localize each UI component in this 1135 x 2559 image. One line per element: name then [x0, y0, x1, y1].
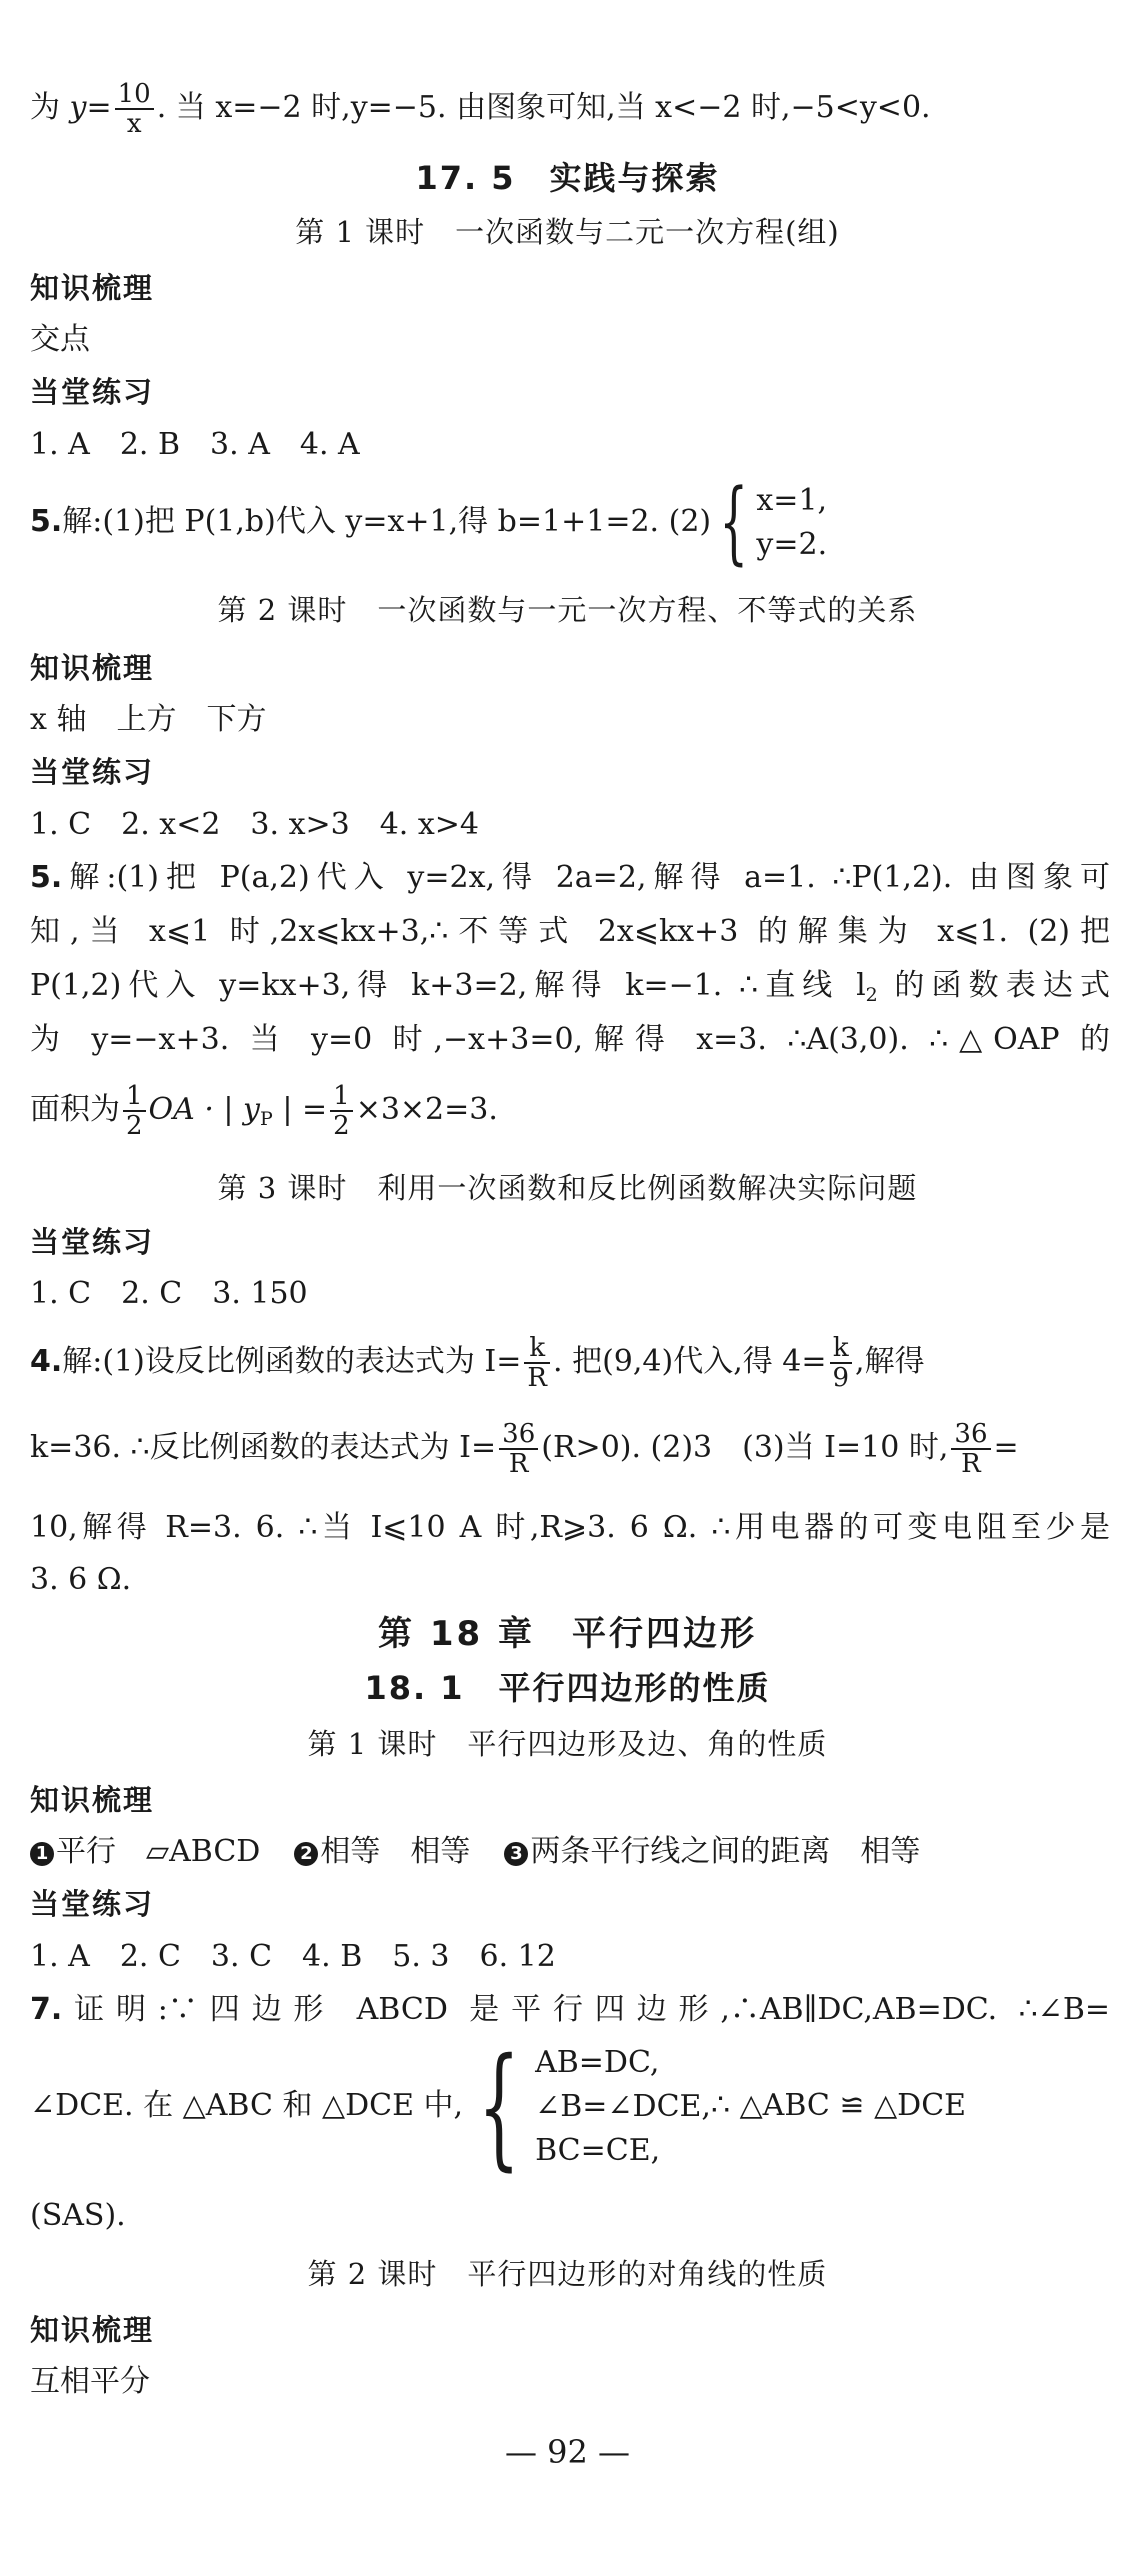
fraction-k-over-r: $\frac{k}{R}$	[524, 1334, 550, 1392]
congruence-conditions: { AB=DC, ∠B=∠DCE, BC=CE,	[478, 2030, 711, 2184]
question-5-line: 为 y=−x+3. 当 y=0 时,−x+3=0,解得 x=3. ∴A(3,0). ∴△OAP 的	[30, 1022, 1110, 1057]
question-5: 5.解:(1)把 P(1,b)代入 y=x+1,得 b=1+1=2. (2) { x=1, y=2.	[30, 470, 828, 575]
practice-answers: 1. C 2. C 3. 150	[30, 1276, 308, 1311]
practice-answers: 1. C 2. x<2 3. x>3 4. x>4	[30, 807, 480, 842]
lesson-title: 第 1 课时 一次函数与二元一次方程(组)	[295, 215, 840, 249]
question-5-line: 面积为 $\frac{1}{2}$ OA · | $y_P$ | = $\frac{1}{2}$ ×3×2=3.	[30, 1081, 498, 1141]
question-5-line: 知,当 x⩽1 时,2x⩽kx+3,∴不等式 2x⩽kx+3 的解集为 x⩽1. (2)把	[30, 914, 1110, 949]
question-4-line: k=36. ∴反比例函数的表达式为 I= $\frac{36}{R}$ (R>0). (2)3 (3)当 I=10 时, $\frac{36}{R}$ =	[30, 1419, 1019, 1479]
chapter-title: 第 18 章 平行四边形	[378, 1614, 757, 1654]
question-4-line: 10,解得 R=3. 6. ∴当 I⩽10 A 时,R⩾3. 6 Ω. ∴用电器的可变电阻至少是	[30, 1510, 1110, 1545]
knowledge-heading: 知识梳理	[30, 2313, 155, 2347]
lesson-title: 第 2 课时 平行四边形的对角线的性质	[307, 2257, 828, 2291]
fraction-36-over-r: $\frac{36}{R}$	[499, 1420, 538, 1478]
practice-answers: 1. A 2. B 3. A 4. A	[30, 427, 360, 462]
question-4-line: 4.解:(1)设反比例函数的表达式为 I= $\frac{k}{R}$ . 把(9,4)代入,得 4= $\frac{k}{9}$ ,解得	[30, 1333, 925, 1393]
fraction-one-half: $\frac{1}{2}$	[330, 1082, 353, 1140]
lesson-title: 第 2 课时 一次函数与一元一次方程、不等式的关系	[217, 593, 918, 627]
circled-number: 3	[504, 1842, 528, 1866]
fraction-10-over-x: $\frac{10}{x}$	[115, 80, 154, 138]
circled-number: 1	[30, 1842, 54, 1866]
practice-heading: 当堂练习	[30, 1225, 155, 1259]
fraction-36-over-r: $\frac{36}{R}$	[951, 1420, 990, 1478]
knowledge-answer: x 轴 上方 下方	[30, 702, 267, 737]
practice-heading: 当堂练习	[30, 1887, 155, 1921]
question-7-line: ∠DCE. 在 △ABC 和 △DCE 中, { AB=DC, ∠B=∠DCE, BC=CE, ∴ △ABC ≌ △DCE	[30, 2030, 967, 2184]
knowledge-answer: 交点	[30, 322, 90, 357]
section-title-17-5: 17. 5 实践与探索	[415, 159, 720, 197]
circled-number: 2	[294, 1842, 318, 1866]
knowledge-heading: 知识梳理	[30, 271, 155, 305]
question-4-line: 3. 6 Ω.	[30, 1562, 132, 1597]
practice-answers: 1. A 2. C 3. C 4. B 5. 3 6. 12	[30, 1939, 556, 1974]
section-title-18-1: 18. 1 平行四边形的性质	[364, 1669, 771, 1707]
knowledge-heading: 知识梳理	[30, 651, 155, 685]
fraction-one-half: $\frac{1}{2}$	[123, 1082, 146, 1140]
lesson-title: 第 1 课时 平行四边形及边、角的性质	[307, 1727, 828, 1761]
knowledge-answer: 互相平分	[30, 2364, 150, 2399]
practice-heading: 当堂练习	[30, 755, 155, 789]
fraction-k-over-9: $\frac{k}{9}$	[830, 1334, 853, 1392]
knowledge-answers: 1 平行 ▱ABCD 2 相等 相等 3 两条平行线之间的距离 相等	[30, 1832, 1110, 1872]
question-7-line: (SAS).	[30, 2198, 126, 2233]
top-continuation-line: 为 y= $\frac{10}{x}$ . 当 x=−2 时,y=−5. 由图象可知,当 x<−2 时,−5<y<0.	[30, 79, 931, 139]
equation-system: { x=1, y=2.	[719, 470, 828, 575]
lesson-title: 第 3 课时 利用一次函数和反比例函数解决实际问题	[217, 1171, 918, 1205]
question-5-line: 5.解:(1)把 P(a,2)代入 y=2x,得 2a=2,解得 a=1. ∴P(1,2). 由图象可	[30, 860, 1110, 895]
knowledge-heading: 知识梳理	[30, 1783, 155, 1817]
question-7-line: 7.证明:∵四边形 ABCD 是平行四边形,∴AB∥DC,AB=DC. ∴∠B=	[30, 1992, 1110, 2027]
practice-heading: 当堂练习	[30, 375, 155, 409]
page-number: — 92 —	[504, 2433, 631, 2471]
question-5-line: P(1,2)代入 y=kx+3,得 k+3=2,解得 k=−1. ∴直线 $l_2$ 的函数表达式	[30, 968, 1110, 1006]
